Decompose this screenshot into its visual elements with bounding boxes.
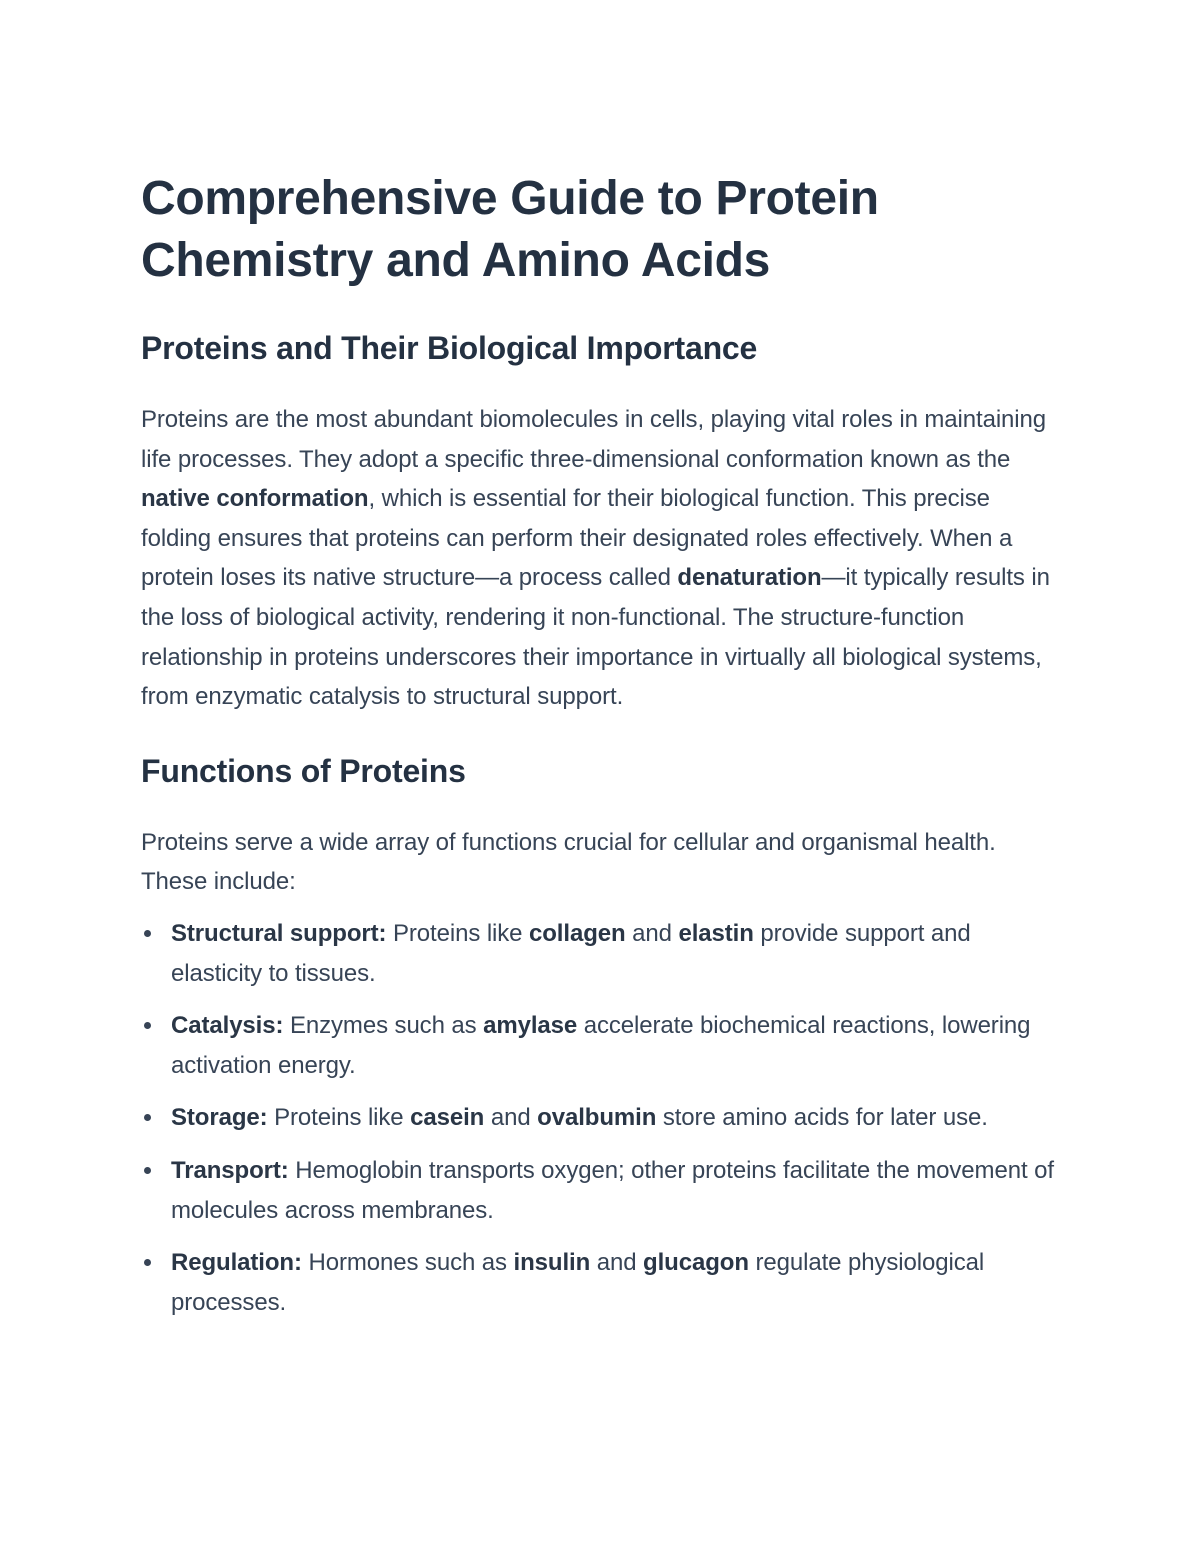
list-item-text: provide support and elasticity to tissues. <box>171 919 971 987</box>
paragraph-text: , which is essential for their biological function. This precise folding ensures that proteins can perform their designated roles effectively. When a protein loses its native structure—a process called <box>141 485 1013 592</box>
list-item-storage <box>141 1098 1066 1138</box>
bullet-icon <box>144 1022 151 1029</box>
bold-term-native-conformation: native conformation <box>141 485 369 513</box>
list-item-transport <box>141 1151 1066 1230</box>
list-item-text: and <box>484 1104 538 1132</box>
list-item-label: Regulation: <box>171 1249 302 1277</box>
list-item-text: and <box>590 1249 644 1277</box>
bold-term-denaturation: denaturation <box>677 564 822 592</box>
paragraph-biological-importance <box>141 400 1066 717</box>
bold-term-ovalbumin: ovalbumin <box>537 1104 657 1132</box>
list-item-text: Proteins like <box>386 919 529 947</box>
bold-term-glucagon: glucagon <box>643 1249 749 1277</box>
section-heading-biological-importance: Proteins and Their Biological Importance <box>141 330 758 366</box>
section-heading-functions: Functions of Proteins <box>141 752 466 789</box>
bullet-icon <box>144 1259 151 1266</box>
document-content <box>141 168 1066 1322</box>
bold-term-insulin: insulin <box>513 1249 591 1277</box>
paragraph-text: Proteins are the most abundant biomolecules in cells, playing vital roles in maintaining life processes. They adopt a specific three-dimensional conformation known as the <box>141 406 1047 473</box>
bullet-icon <box>144 1167 151 1174</box>
list-item-label: Storage: <box>171 1104 268 1132</box>
list-item-text: Hemoglobin transports oxygen; other proteins facilitate the movement of molecules across membranes. <box>171 1156 1054 1224</box>
list-item-text: Hormones such as <box>301 1249 514 1277</box>
list-item-label: Catalysis: <box>171 1012 284 1040</box>
functions-list <box>141 914 1066 1322</box>
list-item-text: Proteins like <box>267 1104 411 1132</box>
list-item-label: Transport: <box>171 1156 289 1184</box>
paragraph-functions-intro: Proteins serve a wide array of functions crucial for cellular and organismal health. These include: <box>141 828 996 896</box>
bold-term-amylase: amylase <box>483 1012 578 1040</box>
bold-term-elastin: elastin <box>678 919 754 947</box>
list-item-text: accelerate biochemical reactions, lowering activation energy. <box>171 1012 1031 1079</box>
bullet-icon <box>144 1114 151 1121</box>
list-item-text: Enzymes such as <box>283 1012 484 1040</box>
list-item-text: regulate physiological processes. <box>171 1249 985 1316</box>
bullet-icon <box>144 930 151 937</box>
list-item-catalysis <box>141 1006 1066 1085</box>
list-item-text: and <box>625 919 679 947</box>
document-title: Comprehensive Guide to Protein Chemistry and Amino Acids <box>141 172 879 287</box>
list-item-text: store amino acids for later use. <box>656 1104 988 1132</box>
list-item-structural-support <box>141 914 1066 993</box>
list-item-label: Structural support: <box>171 919 387 947</box>
bold-term-casein: casein <box>410 1104 485 1132</box>
bold-term-collagen: collagen <box>529 919 626 947</box>
paragraph-text: —it typically results in the loss of biological activity, rendering it non-functional. The structure-function relationship in proteins underscores their importance in virtually all biological systems, from enzymatic catalysis to structural support. <box>141 564 1050 711</box>
list-item-regulation <box>141 1243 1066 1322</box>
